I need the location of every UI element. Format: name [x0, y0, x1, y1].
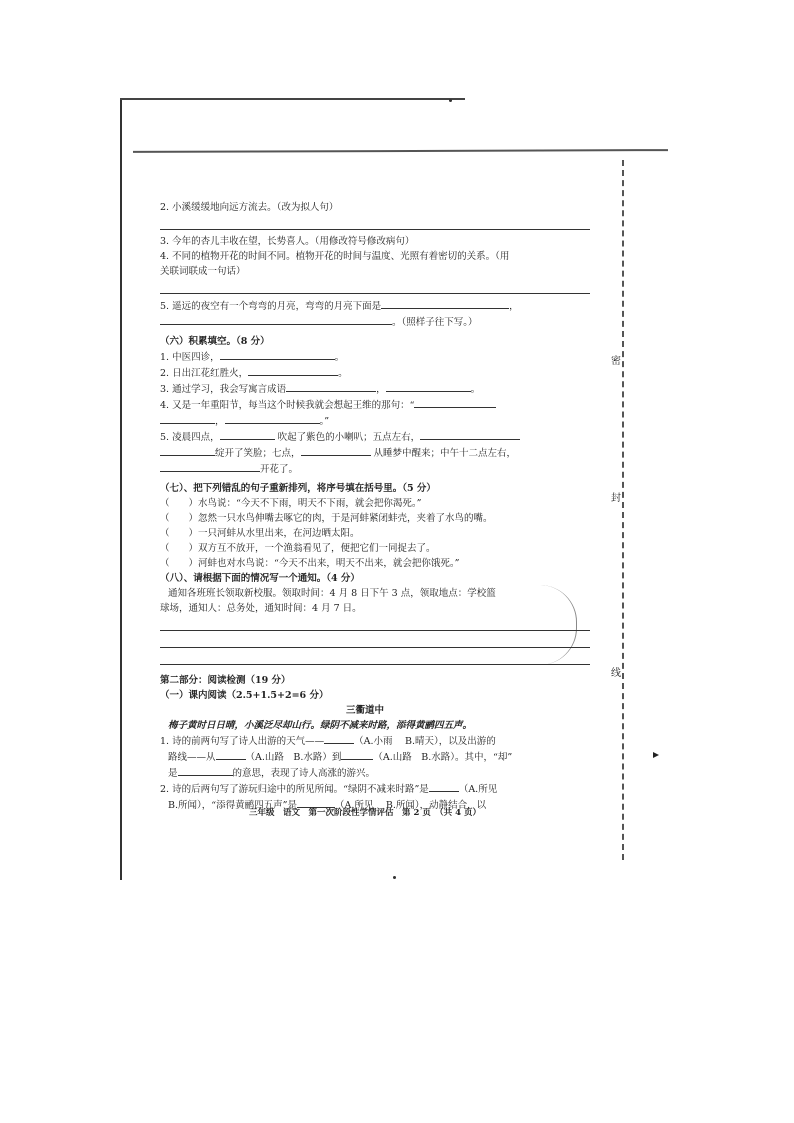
reading-q1: 1. 诗的前两句写了诗人出游的天气—— （A.小雨 B.晴天），以及出游的	[160, 733, 570, 749]
s6-item-4-cont: ， 。”	[160, 413, 570, 429]
ordering-item[interactable]: （ ）河蚌也对水鸟说：“今天不出来，明天不出来，就会把你饿死。”	[160, 558, 460, 569]
answer-blank[interactable]	[160, 445, 215, 456]
s6-item-5: 5. 凌晨四点， 吹起了紫色的小喇叭；五点左右，	[160, 429, 570, 445]
page-footer: 三年级 语文 第一次阶段性学情评估 第 2 页 （共 4 页）	[249, 808, 481, 818]
ordering-item[interactable]: （ ）双方互不放开，一个渔翁看见了，便把它们一同捉去了。	[160, 543, 436, 554]
seal-char-mi: 密	[611, 350, 621, 369]
scan-speck	[449, 99, 452, 102]
reading-q2-cont: B.所闻），“添得黄鹂四五声”是 （A.所见 B.所闻），动静结合，以	[160, 797, 570, 813]
answer-blank[interactable]	[160, 461, 260, 472]
ordering-item[interactable]: （ ）忽然一只水鸟伸嘴去啄它的肉，于是河蚌紧闭蚌壳，夹着了水鸟的嘴。	[160, 513, 493, 524]
answer-blank[interactable]	[429, 781, 459, 792]
poem-title: 三衢道中	[345, 705, 384, 716]
answer-line[interactable]	[160, 635, 590, 648]
answer-blank[interactable]	[301, 445, 371, 456]
answer-blank[interactable]	[220, 429, 275, 440]
exam-content	[160, 200, 570, 813]
s6-item-5-cont: 绽开了笑脸；七点， 从睡梦中醒来；中午十二点左右，	[160, 445, 570, 461]
ordering-item[interactable]: （ ）一只河蚌从水里出来，在河边晒太阳。	[160, 528, 360, 539]
s6-item-5-cont2: 开花了。	[160, 461, 570, 477]
question-5: 5. 遥远的夜空有一个弯弯的月亮，弯弯的月亮下面是 ，	[160, 298, 570, 314]
answer-line[interactable]	[160, 281, 590, 294]
answer-blank[interactable]	[386, 381, 471, 392]
answer-blank[interactable]	[248, 365, 338, 376]
ordering-item[interactable]: （ ）水鸟说：“今天不下雨，明天不下雨，就会把你渴死。”	[160, 498, 422, 509]
notice-prompt: 通知各班班长领取新校服。领取时间：4 月 8 日下午 3 点，领取地点：学校篮	[168, 588, 496, 599]
question-5-cont: 。（照样子往下写。）	[160, 314, 570, 330]
answer-line[interactable]	[160, 652, 590, 665]
question-2: 2. 小溪缓缓地向远方流去。（改为拟人句）	[160, 202, 339, 213]
section-8-heading: （八）、请根据下面的情况写一个通知。（4 分）	[160, 573, 360, 584]
section-7-heading: （七）、把下列错乱的句子重新排列，将序号填在括号里。（5 分）	[160, 483, 436, 494]
answer-blank[interactable]	[216, 749, 246, 760]
section-6-heading: （六）积累填空。（8 分）	[160, 336, 270, 347]
answer-blank[interactable]	[414, 397, 496, 408]
scan-edge-top	[120, 98, 465, 100]
question-3: 3. 今年的杏儿丰收在望，长势喜人。（用修改符号修改病句）	[160, 236, 415, 247]
arrow-mark-icon	[653, 752, 659, 758]
s6-item-1: 1. 中医四诊， 。	[160, 349, 570, 365]
answer-blank[interactable]	[178, 765, 233, 776]
answer-blank[interactable]	[341, 749, 373, 760]
s6-item-3: 3. 通过学习，我会写寓言成语 ， 。	[160, 381, 570, 397]
s6-item-2: 2. 日出江花红胜火， 。	[160, 365, 570, 381]
answer-blank[interactable]	[160, 413, 215, 424]
scan-edge-left	[120, 98, 122, 880]
reading-q1-cont: 路线——从 （A.山路 B.水路）到 （A.山路 B.水路）。其中，“却”	[160, 749, 570, 765]
answer-blank[interactable]	[324, 733, 354, 744]
s6-item-4: 4. 又是一年重阳节，每当这个时候我就会想起王维的那句：“	[160, 397, 570, 413]
notice-prompt-cont: 球场，通知人：总务处，通知时间：4 月 7 日。	[160, 603, 362, 614]
answer-blank[interactable]	[225, 413, 320, 424]
answer-blank[interactable]	[381, 298, 509, 309]
answer-blank[interactable]	[220, 349, 335, 360]
reading-q2: 2. 诗的后两句写了游玩归途中的所见所闻。“绿阴不减来时路”是 （A.所见	[160, 781, 570, 797]
seal-char-feng: 封	[611, 487, 621, 506]
part-2-heading: 第二部分：阅读检测（19 分）	[160, 675, 291, 686]
reading-q1-cont2: 是 的意思，表现了诗人高涨的游兴。	[160, 765, 570, 781]
answer-line[interactable]	[160, 618, 590, 631]
seal-char-xian: 线	[611, 662, 621, 681]
reading-subheading: （一）课内阅读（2.5+1.5+2=6 分）	[160, 690, 329, 701]
answer-blank[interactable]	[420, 429, 520, 440]
seal-dashed-line	[622, 160, 624, 860]
answer-blank[interactable]	[160, 314, 392, 325]
question-4-cont: 关联词联成一句话）	[160, 266, 246, 277]
header-rule	[133, 149, 668, 153]
answer-line[interactable]	[160, 217, 590, 230]
poem-text: 梅子黄时日日晴，小溪泛尽却山行。绿阴不减来时路，添得黄鹂四五声。	[168, 720, 473, 731]
question-4: 4. 不同的植物开花的时间不同。植物开花的时间与温度、光照有着密切的关系。（用	[160, 251, 510, 262]
answer-blank[interactable]	[286, 381, 376, 392]
scan-speck	[393, 876, 396, 879]
